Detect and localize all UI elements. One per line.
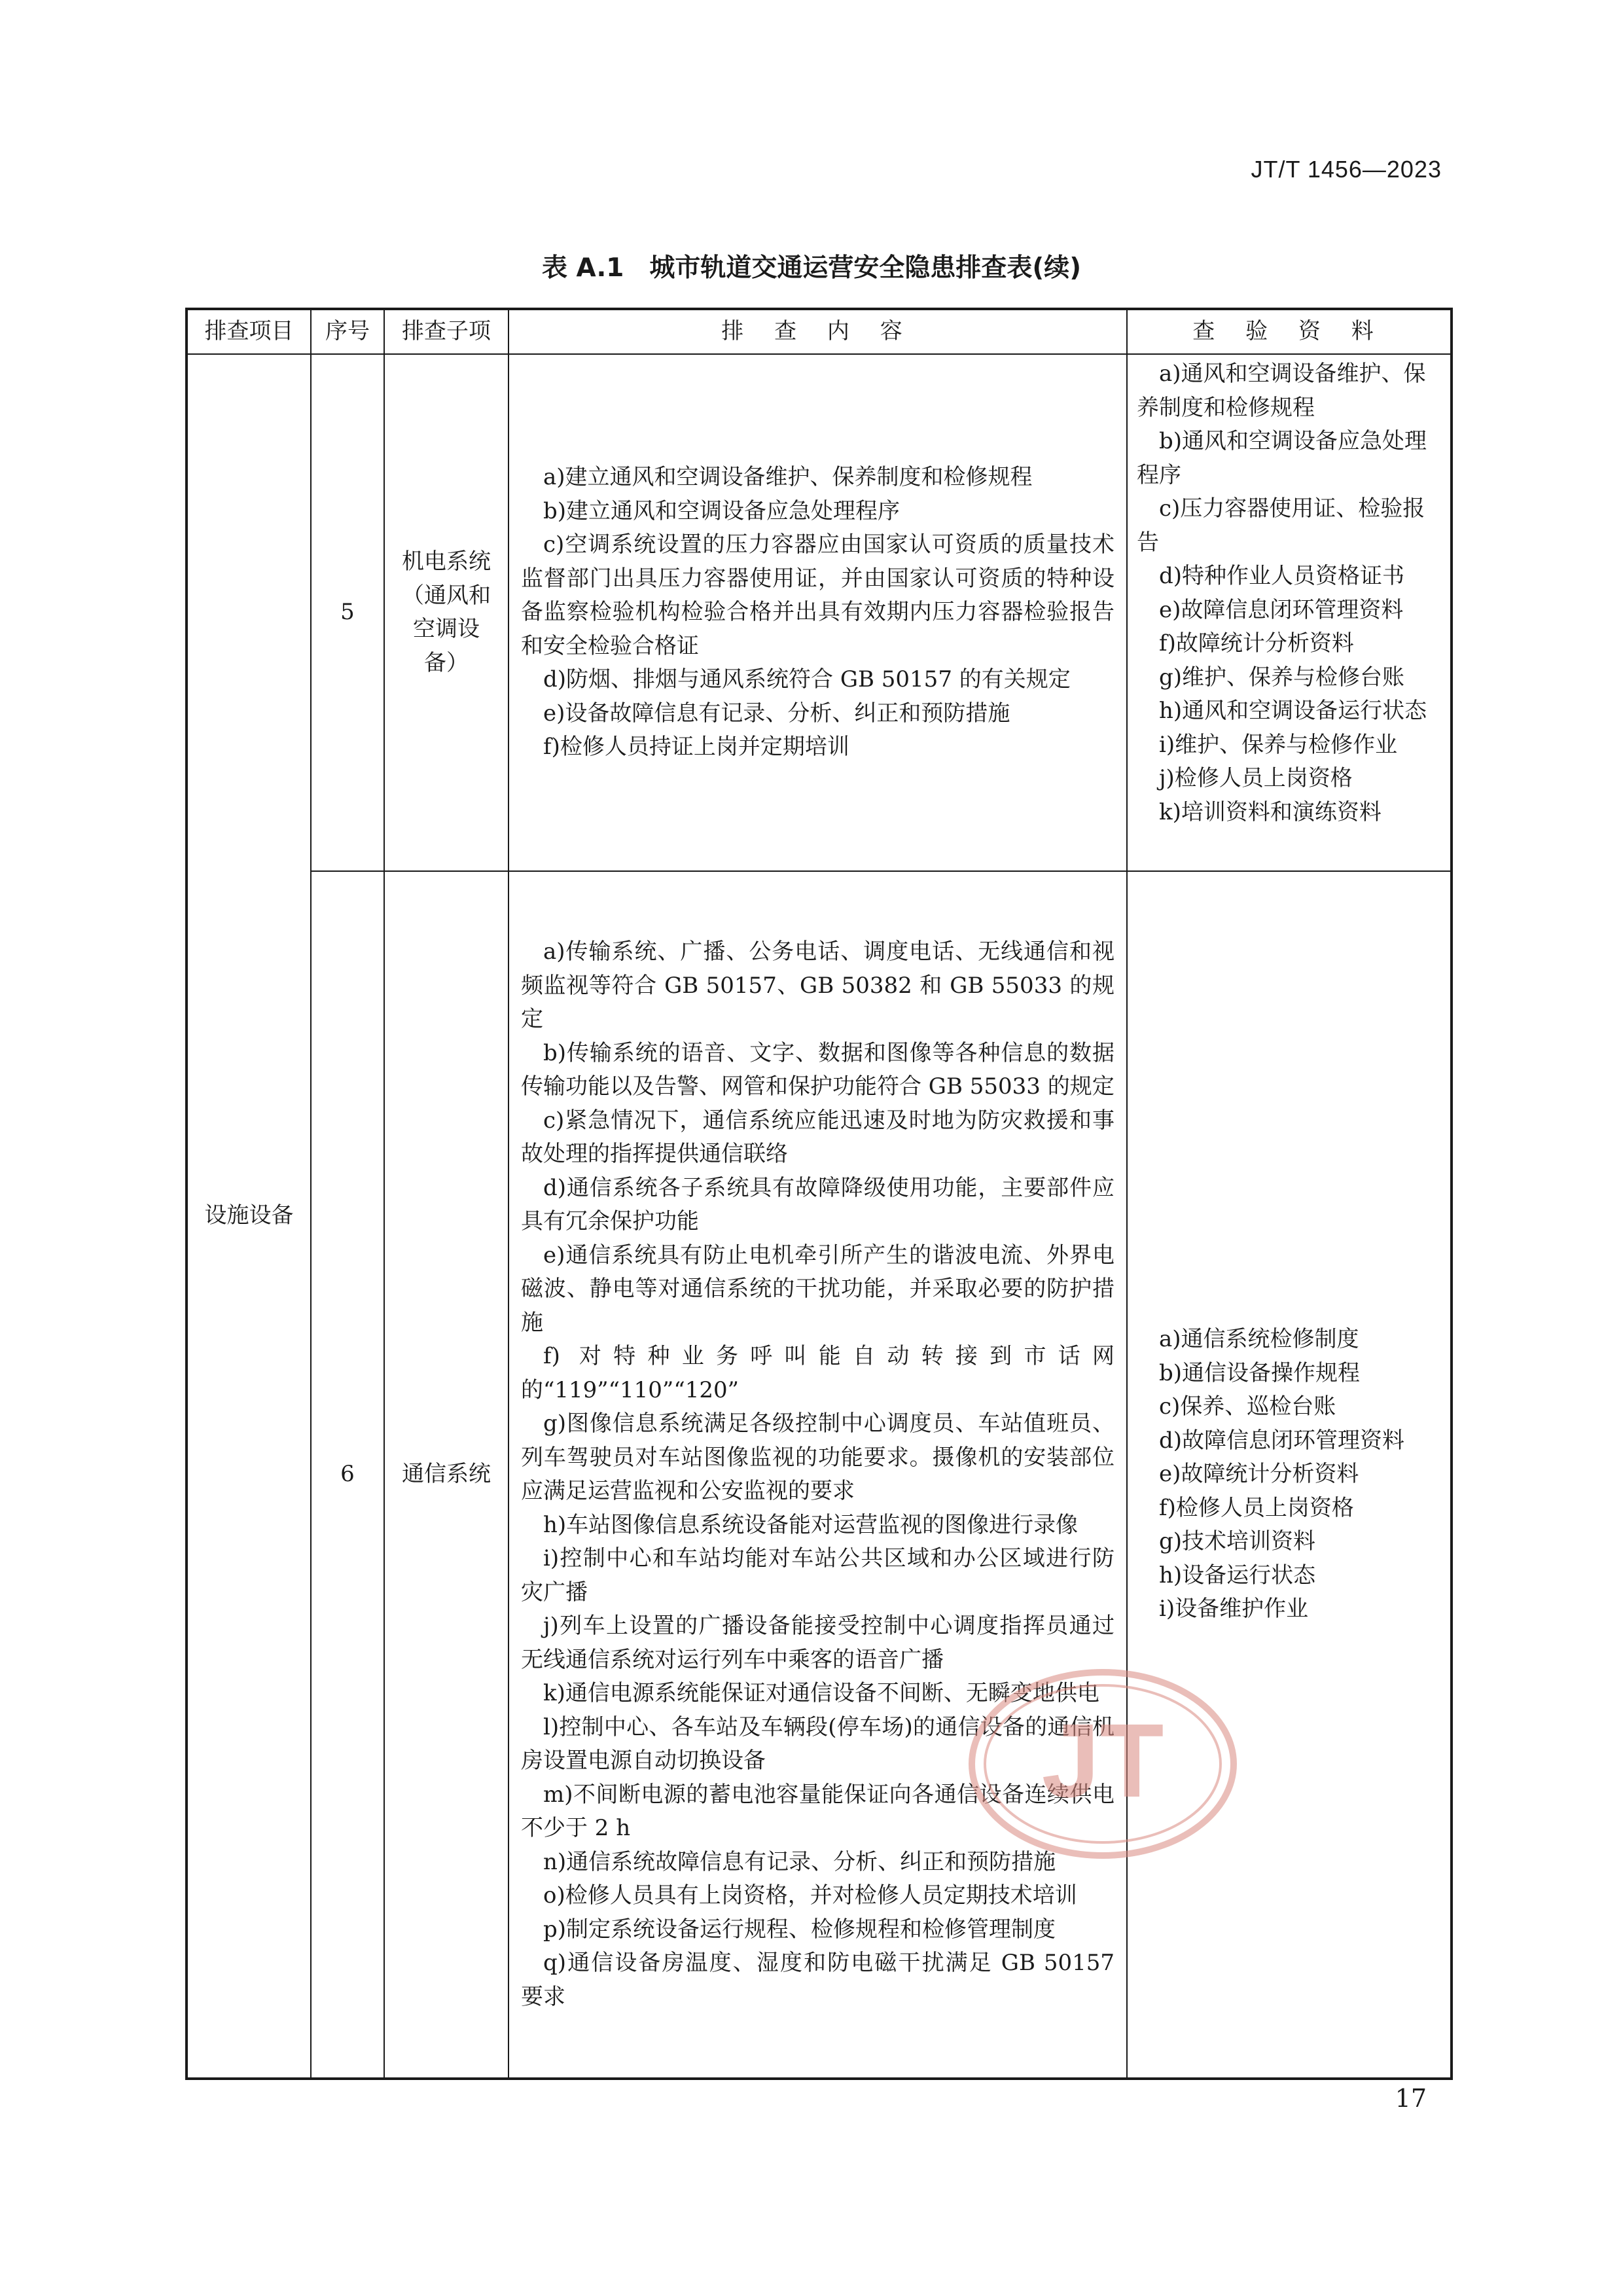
docs-line: b)通风和空调设备应急处理程序 (1137, 428, 1427, 488)
docs-line: d)特种作业人员资格证书 (1159, 563, 1405, 589)
stamp-text: JT (1041, 1702, 1164, 1819)
content-line: o)检修人员具有上岗资格，并对检修人员定期技术培训 (543, 1882, 1077, 1909)
docs-line: i)设备维护作业 (1159, 1596, 1309, 1623)
content-line: e)通信系统具有防止电机牵引所产生的谐波电流、外界电磁波、静电等对通信系统的干扰功能，并采取必要的防护措施 (521, 1242, 1115, 1336)
jt-watermark-stamp (965, 1666, 1240, 1862)
content-line: b)传输系统的语音、文字、数据和图像等各种信息的数据传输功能以及告警、网管和保护功能符合 GB 55033 的规定 (521, 1039, 1115, 1100)
content-line: l)控制中心、各车站及车辆段(停车场)的通信设备的通信机房设置电源自动切换设备 (521, 1713, 1115, 1774)
category-cell: 设施设备 (187, 354, 311, 2079)
seq-cell: 6 (311, 871, 384, 2079)
content-line: d)通信系统各子系统具有故障降级使用功能，主要部件应具有冗余保护功能 (521, 1174, 1115, 1234)
content-line: f) 对特种业务呼叫能自动转接到市话网的“119”“110”“120” (521, 1343, 1115, 1403)
content-cell (508, 354, 1127, 871)
docs-line: c)保养、巡检台账 (1159, 1393, 1336, 1420)
content-line: j)列车上设置的广播设备能接受控制中心调度指挥员通过无线通信系统对运行列车中乘客的语音广播 (521, 1613, 1115, 1673)
content-line: g)图像信息系统满足各级控制中心调度员、车站值班员、列车驾驶员对车站图像监视的功能要求。摄像机的安装部位应满足运营监视和公安监视的要求 (521, 1410, 1115, 1504)
column-header-subitem: 排查子项 (384, 309, 508, 354)
column-header-seq: 序号 (311, 309, 384, 354)
content-line: d)防烟、排烟与通风系统符合 GB 50157 的有关规定 (543, 666, 1071, 693)
content-line: e)设备故障信息有记录、分析、纠正和预防措施 (543, 700, 1010, 726)
content-line: p)制定系统设备运行规程、检修规程和检修管理制度 (543, 1916, 1056, 1943)
docs-line: f)故障统计分析资料 (1159, 630, 1354, 656)
docs-line: b)通信设备操作规程 (1159, 1359, 1361, 1386)
column-header-content: 排 查 内 容 (508, 309, 1127, 354)
docs-line: g)技术培训资料 (1159, 1528, 1316, 1555)
content-line: a)建立通风和空调设备维护、保养制度和检修规程 (543, 464, 1033, 491)
standard-number: JT/T 1456—2023 (1251, 156, 1442, 183)
docs-cell (1127, 871, 1452, 2079)
table-row (187, 871, 1452, 2079)
docs-line: k)培训资料和演练资料 (1159, 798, 1382, 825)
content-cell (508, 871, 1127, 2079)
docs-line: g)维护、保养与检修台账 (1159, 664, 1405, 691)
content-line: b)建立通风和空调设备应急处理程序 (543, 497, 901, 524)
column-header-item: 排查项目 (187, 309, 311, 354)
docs-line: e)故障统计分析资料 (1159, 1461, 1359, 1488)
content-line: q)通信设备房温度、湿度和防电磁干扰满足 GB 50157 要求 (521, 1950, 1115, 2010)
table-row (187, 354, 1452, 871)
column-header-docs: 查 验 资 料 (1127, 309, 1452, 354)
docs-line: h)设备运行状态 (1159, 1562, 1316, 1588)
docs-line: j)检修人员上岗资格 (1159, 765, 1353, 791)
docs-line: a)通信系统检修制度 (1159, 1326, 1359, 1353)
docs-line: h)通风和空调设备运行状态 (1159, 698, 1427, 724)
page-number: 17 (1395, 2084, 1427, 2113)
docs-line: c)压力容器使用证、检验报告 (1137, 495, 1425, 556)
docs-line: e)故障信息闭环管理资料 (1159, 596, 1404, 623)
seq-cell: 5 (311, 354, 384, 871)
content-line: a)传输系统、广播、公务电话、调度电话、无线通信和视频监视等符合 GB 50157、GB 50382 和 GB 55033 的规定 (521, 939, 1115, 1032)
content-line: c)空调系统设置的压力容器应由国家认可资质的质量技术监督部门出具压力容器使用证，并由国家认可资质的特种设备监察检验机构检验合格并出具有效期内压力容器检验报告和安全检验合格证 (521, 531, 1115, 659)
docs-line: i)维护、保养与检修作业 (1159, 731, 1398, 758)
docs-line: f)检修人员上岗资格 (1159, 1494, 1354, 1521)
content-line: f)检修人员持证上岗并定期培训 (543, 734, 849, 761)
table-header-row (187, 309, 1452, 354)
table-title: 表 A.1 城市轨道交通运营安全隐患排查表(续) (541, 253, 1082, 283)
hazard-checklist-table (185, 308, 1453, 2080)
content-line: h)车站图像信息系统设备能对运营监视的图像进行录像 (543, 1511, 1079, 1538)
subitem-cell: 机电系统（通风和空调设备） (384, 354, 508, 871)
docs-line: d)故障信息闭环管理资料 (1159, 1427, 1405, 1454)
content-line: i)控制中心和车站均能对车站公共区域和办公区域进行防灾广播 (521, 1545, 1115, 1605)
subitem-cell: 通信系统 (384, 871, 508, 2079)
content-line: c)紧急情况下，通信系统应能迅速及时地为防灾救援和事故处理的指挥提供通信联络 (521, 1107, 1115, 1167)
content-line: k)通信电源系统能保证对通信设备不间断、无瞬变地供电 (543, 1680, 1099, 1706)
docs-cell (1127, 354, 1452, 871)
docs-line: a)通风和空调设备维护、保养制度和检修规程 (1137, 361, 1426, 421)
content-line: m)不间断电源的蓄电池容量能保证向各通信设备连续供电不少于 2 h (521, 1781, 1115, 1841)
content-line: n)通信系统故障信息有记录、分析、纠正和预防措施 (543, 1848, 1056, 1875)
